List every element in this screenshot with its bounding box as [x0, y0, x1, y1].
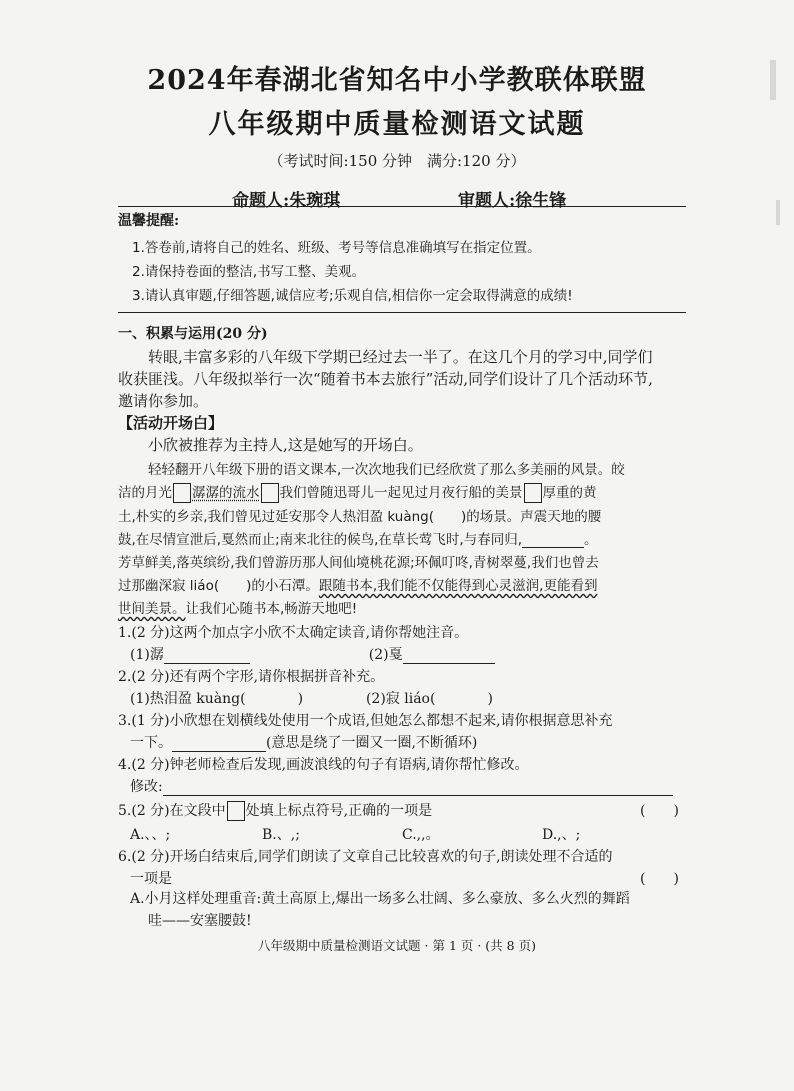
q5-text: 5.(2 分)在文段中 — [118, 803, 226, 819]
q2-part-b: (2)寂 liáo( — [365, 691, 436, 707]
option-a-line2: 哇——安塞腰鼓! — [148, 913, 252, 929]
tips-divider — [118, 312, 686, 313]
exam-info: （考试时间:150 分钟 满分:120 分） — [268, 152, 526, 170]
question-4-text: 4.(2 分)钟老师检查后发现,画波浪线的句子有语病,请你帮忙修改。 — [118, 757, 529, 773]
passage-line — [118, 574, 597, 594]
passage-text: 厚重的黄 — [542, 485, 597, 501]
question-5-text — [118, 800, 432, 821]
q5-text: 处填上标点符号,正确的一项是 — [245, 803, 433, 819]
question-2-parts — [130, 688, 493, 708]
activity-intro: 小欣被推荐为主持人,这是她写的开场白。 — [148, 436, 423, 454]
answer-blank[interactable] — [172, 751, 266, 752]
q4-label: 修改: — [130, 779, 163, 795]
passage-line: 芳草鲜美,落英缤纷,我们曾游历那人间仙境桃花源;环佩叮咚,青树翠蔓,我们也曾去 — [118, 555, 599, 571]
tip-item: 3.请认真审题,仔细答题,诚信应考;乐观自信,相信你一定会取得满意的成绩! — [132, 288, 573, 304]
passage-line: 鼓,在尽情宣泄后,戛然而止;南来北往的候鸟,在草长莺飞时,与春同归, 。 — [118, 532, 598, 548]
answer-blank[interactable] — [403, 663, 495, 664]
punctuation-blank-box[interactable] — [524, 483, 542, 503]
option-b[interactable]: B.、,; — [262, 827, 300, 843]
answer-blank[interactable] — [164, 663, 250, 664]
question-6-text: 6.(2 分)开场白结束后,同学们朗读了文章自己比较喜欢的句子,朗读处理不合适的 — [118, 849, 613, 865]
question-1-text: 1.(2 分)这两个加点字小欣不太确定读音,请你帮她注音。 — [118, 625, 469, 641]
passage-line: 土,朴实的乡亲,我们曾见过延安那令人热泪盈 kuàng( )的场景。声震天地的腰 — [118, 509, 602, 525]
punctuation-blank-box — [227, 801, 245, 821]
answer-paren[interactable]: ( ) — [640, 803, 679, 819]
question-6-line2: 一项是 — [130, 871, 172, 887]
activity-label: 【活动开场白】 — [118, 414, 224, 432]
idiom-blank[interactable] — [522, 547, 584, 548]
page-footer: 八年级期中质量检测语文试题 · 第 1 页 · (共 8 页) — [258, 938, 536, 953]
q2-part-a: (1)热泪盈 kuàng( — [130, 691, 246, 707]
passage-text: 我们曾随迅哥儿一起见过月夜行船的美景 — [279, 485, 523, 501]
wavy-sentence: 世间美景。 — [118, 601, 186, 617]
section-title: 一、积累与运用(20 分) — [118, 326, 268, 342]
q1-part-a: (1)潺 — [130, 647, 164, 663]
intro-line: 邀请你参加。 — [118, 392, 209, 410]
paren-close: ) — [297, 691, 304, 707]
reviewer: 审题人:徐生锋 — [458, 191, 567, 211]
wavy-sentence: 跟随书本,我们能不仅能得到心灵滋润,更能看到 — [318, 578, 598, 594]
option-d[interactable]: D.,、; — [542, 827, 581, 843]
intro-line: 收获匪浅。八年级拟举行一次“随着书本去旅行”活动,同学们设计了几个活动环节, — [118, 370, 653, 388]
exam-title-line2: 八年级期中质量检测语文试题 — [208, 109, 586, 140]
tip-item: 1.答卷前,请将自己的姓名、班级、考号等信息准确填写在指定位置。 — [132, 240, 541, 256]
title-divider — [118, 206, 686, 207]
q3-text: 一下。 — [130, 735, 172, 751]
question-3-text: 3.(1 分)小欣想在划横线处使用一个成语,但她怎么都想不起来,请你根据意思补充 — [118, 713, 613, 729]
option-c[interactable]: C.,,。 — [402, 827, 440, 843]
passage-text: 鼓,在尽情宣泄后,戛然而止;南来北往的候鸟,在草长莺飞时,与春同归, — [118, 532, 523, 548]
question-3-line2 — [130, 732, 477, 752]
passage-text: 洁的月光 — [118, 485, 172, 501]
answer-paren[interactable]: ( ) — [640, 871, 679, 887]
tip-item: 2.请保持卷面的整洁,书写工整、美观。 — [132, 264, 366, 280]
option-a[interactable]: A.、、; — [130, 827, 171, 843]
question-4-line2 — [130, 776, 673, 796]
intro-line: 转眼,丰富多彩的八年级下学期已经过去一半了。在这几个月的学习中,同学们 — [148, 348, 653, 366]
passage-line: 轻轻翻开八年级下册的语文课本,一次次地我们已经欣赏了那么多美丽的风景。皎 — [148, 462, 625, 478]
passage-text: 让我们心随书本,畅游天地吧! — [185, 601, 358, 617]
exam-title-line1: 2024年春湖北省知名中小学教联体联盟 — [147, 65, 647, 96]
option-a-line1[interactable]: A.小月这样处理重音:黄土高原上,爆出一场多么壮阔、多么豪放、多么火烈的舞蹈 — [130, 891, 630, 907]
passage-text: 潺潺的流水 — [192, 485, 260, 501]
passage-text: 过那幽深寂 liáo( )的小石潭。 — [118, 578, 319, 594]
question-1-parts — [130, 644, 495, 664]
q3-hint: (意思是绕了一圈又一圈,不断循环) — [266, 735, 478, 751]
punctuation-blank-box[interactable] — [261, 483, 279, 503]
punctuation-blank-box[interactable] — [173, 483, 191, 503]
passage-line — [118, 597, 357, 617]
q1-part-b: (2)戛 — [368, 647, 403, 663]
question-2-text: 2.(2 分)还有两个字形,请你根据拼音补充。 — [118, 669, 385, 685]
author: 命题人:朱琬琪 — [232, 191, 341, 211]
tips-title: 温馨提醒: — [118, 213, 180, 229]
answer-blank[interactable] — [163, 795, 673, 796]
passage-line — [118, 481, 597, 503]
scan-edge-artifact — [776, 200, 780, 225]
paren-close: ) — [487, 691, 493, 707]
